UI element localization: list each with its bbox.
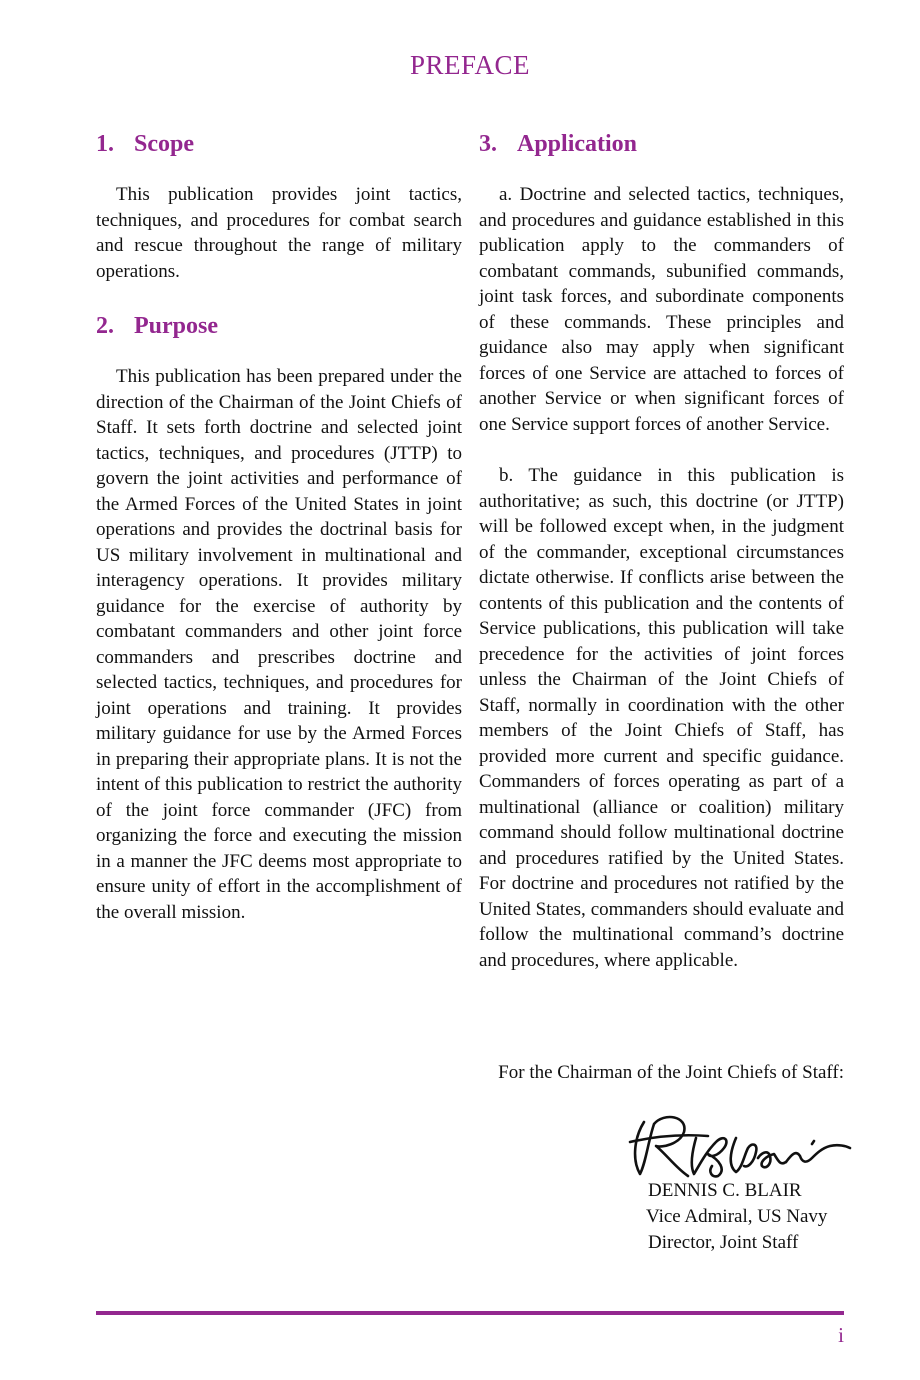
left-column xyxy=(96,128,462,925)
scope-paragraph: This publication provides joint tactics, techniques, and procedures for combat search and rescue throughout the range of military operations. xyxy=(96,184,462,282)
signatory-name: DENNIS C. BLAIR xyxy=(648,1180,802,1201)
section-title: Purpose xyxy=(134,313,218,339)
signatory-position: Director, Joint Staff xyxy=(648,1232,799,1253)
section-number: 1. xyxy=(96,131,114,157)
closing-line: For the Chairman of the Joint Chiefs of Staff: xyxy=(498,1062,844,1083)
section-number: 2. xyxy=(96,313,114,339)
section-heading-application xyxy=(479,128,844,160)
application-paragraph-a: a. Doctrine and selected tactics, techniques, and procedures and guidance established in this publication apply to the commanders of combatant commands, subunified commands, joint task forces, and subordinate components of these commands. These principles and guidance also may apply when significant forces of one Service are attached to forces of another Service or when significant forces of one Service support forces of another Service. xyxy=(479,184,844,435)
section-title: Application xyxy=(517,131,638,157)
signatory-rank: Vice Admiral, US Navy xyxy=(646,1206,828,1227)
page-number: i xyxy=(838,1323,844,1347)
right-column xyxy=(479,128,844,973)
section-number: 3. xyxy=(479,131,497,157)
footer-rule xyxy=(96,1311,844,1315)
section-title: Scope xyxy=(134,131,194,157)
section-heading-purpose xyxy=(96,310,462,342)
section-heading-scope xyxy=(96,128,462,160)
page-title: PREFACE xyxy=(409,50,531,80)
signature-icon xyxy=(626,1108,852,1184)
application-paragraph-b: b. The guidance in this publication is authoritative; as such, this doctrine (or JTTP) will be followed except when, in the judgment of the commander, exceptional circumstances dictate otherwise. If conflicts arise between the contents of this publication and the contents of Service publications, this publication will take precedence for the activities of joint forces unless the Chairman of the Joint Chiefs of Staff, normally in coordination with the other members of the Joint Chiefs of Staff, has provided more current and specific guidance. Commanders of forces operating as part of a multinational (alliance or coalition) military command should follow multinational doctrine and procedures ratified by the United States. For doctrine and procedures not ratified by the United States, commanders should evaluate and follow the multinational command’s doctrine and procedures, where applicable. xyxy=(479,465,844,971)
purpose-paragraph: This publication has been prepared under the direction of the Chairman of the Joint Chiefs of Staff. It sets forth doctrine and selected joint tactics, techniques, and procedures (JTTP) to govern the joint activities and performance of the Armed Forces of the United States in joint operations and provides the doctrinal basis for US military involvement in multinational and interagency operations. It provides military guidance for the exercise of authority by combatant commanders and other joint force commanders and prescribes doctrine and selected tactics, techniques, and procedures for joint operations and training. It provides military guidance for use by the Armed Forces in preparing their appropriate plans. It is not the intent of this publication to restrict the authority of the joint force commander (JFC) from organizing the force and executing the mission in a manner the JFC deems most appropriate to ensure unity of effort in the accomplishment of the overall mission. xyxy=(96,366,462,923)
